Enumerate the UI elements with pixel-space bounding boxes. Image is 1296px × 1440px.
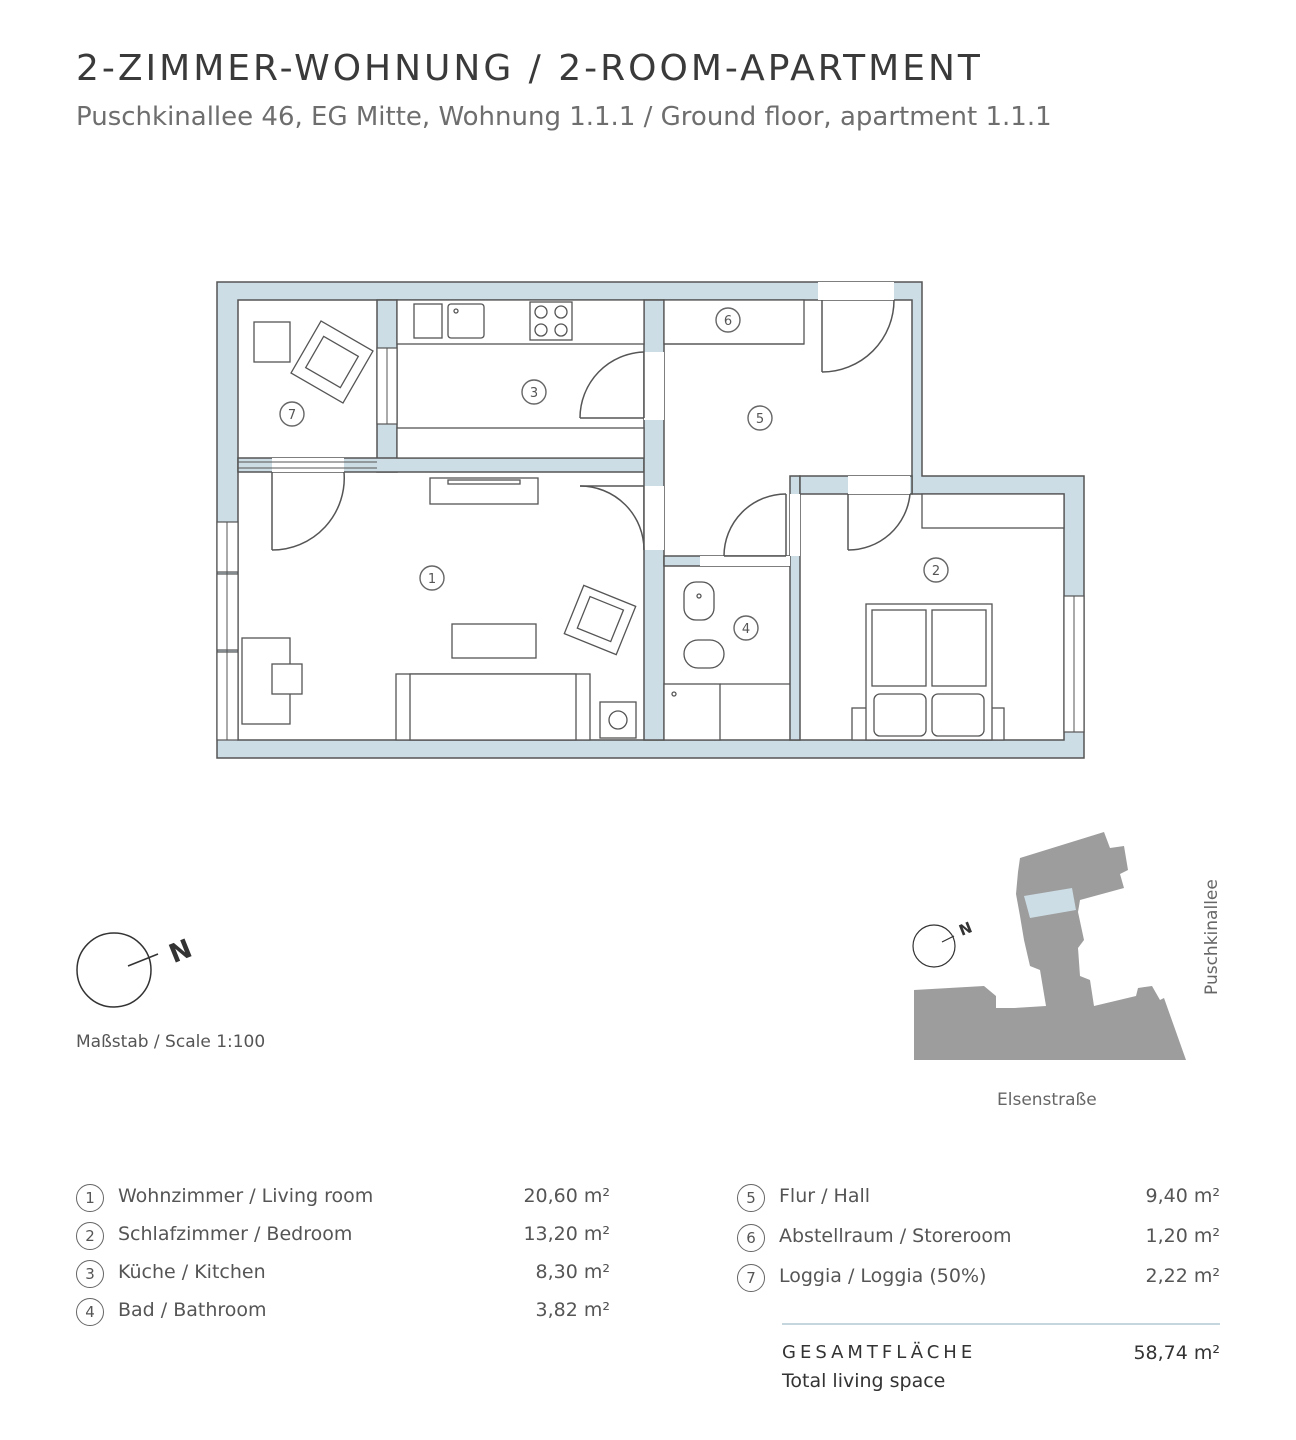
room-label-6: 6 <box>723 314 733 329</box>
legend-room-area: 1,20 m² <box>1145 1225 1220 1247</box>
legend-number: 2 <box>76 1222 104 1250</box>
site-north-label: N <box>956 918 975 940</box>
room-label-4: 4 <box>741 622 751 637</box>
page-title: 2-ZIMMER-WOHNUNG / 2-ROOM-APARTMENT <box>76 48 983 89</box>
legend-row <box>76 1222 610 1254</box>
legend-room-name: Küche / Kitchen <box>118 1261 266 1283</box>
total-sublabel: Total living space <box>782 1370 946 1392</box>
legend-room-name: Flur / Hall <box>779 1185 871 1207</box>
legend-room-area: 9,40 m² <box>1145 1185 1220 1207</box>
total-area: 58,74 m² <box>1133 1342 1220 1364</box>
legend-room-name: Bad / Bathroom <box>118 1299 267 1321</box>
legend-number: 3 <box>76 1260 104 1288</box>
legend-row <box>76 1184 610 1216</box>
room-label-5: 5 <box>755 412 765 427</box>
legend-row <box>737 1264 1220 1296</box>
legend-room-area: 3,82 m² <box>535 1299 610 1321</box>
room-label-7: 7 <box>287 408 297 423</box>
legend-row <box>737 1184 1220 1216</box>
legend-number: 4 <box>76 1298 104 1326</box>
street-label-right: Puschkinallee <box>1202 879 1222 995</box>
scale-label: Maßstab / Scale 1:100 <box>76 1032 266 1052</box>
legend-row <box>76 1298 610 1330</box>
legend-room-area: 13,20 m² <box>523 1223 610 1245</box>
legend-row <box>76 1260 610 1292</box>
room-label-3: 3 <box>529 386 539 401</box>
legend-number: 1 <box>76 1184 104 1212</box>
street-label-bottom: Elsenstraße <box>997 1090 1097 1110</box>
total-divider <box>782 1323 1220 1325</box>
legend-room-name: Schlafzimmer / Bedroom <box>118 1223 353 1245</box>
legend-room-area: 20,60 m² <box>523 1185 610 1207</box>
room-label-2: 2 <box>931 564 941 579</box>
legend-number: 5 <box>737 1184 765 1212</box>
legend-number: 7 <box>737 1264 765 1292</box>
legend-number: 6 <box>737 1224 765 1252</box>
legend-room-name: Wohnzimmer / Living room <box>118 1185 374 1207</box>
room-label-1: 1 <box>427 572 437 587</box>
legend-room-area: 2,22 m² <box>1145 1265 1220 1287</box>
legend-room-name: Loggia / Loggia (50%) <box>779 1265 987 1287</box>
north-arrow <box>77 933 158 1007</box>
site-plan <box>913 832 1186 1060</box>
legend-room-area: 8,30 m² <box>535 1261 610 1283</box>
legend-row <box>737 1224 1220 1256</box>
total-label: GESAMTFLÄCHE <box>782 1342 977 1363</box>
legend-room-name: Abstellraum / Storeroom <box>779 1225 1012 1247</box>
north-label: N <box>165 933 197 970</box>
page-subtitle: Puschkinallee 46, EG Mitte, Wohnung 1.1.1 / Ground floor, apartment 1.1.1 <box>76 102 1052 132</box>
